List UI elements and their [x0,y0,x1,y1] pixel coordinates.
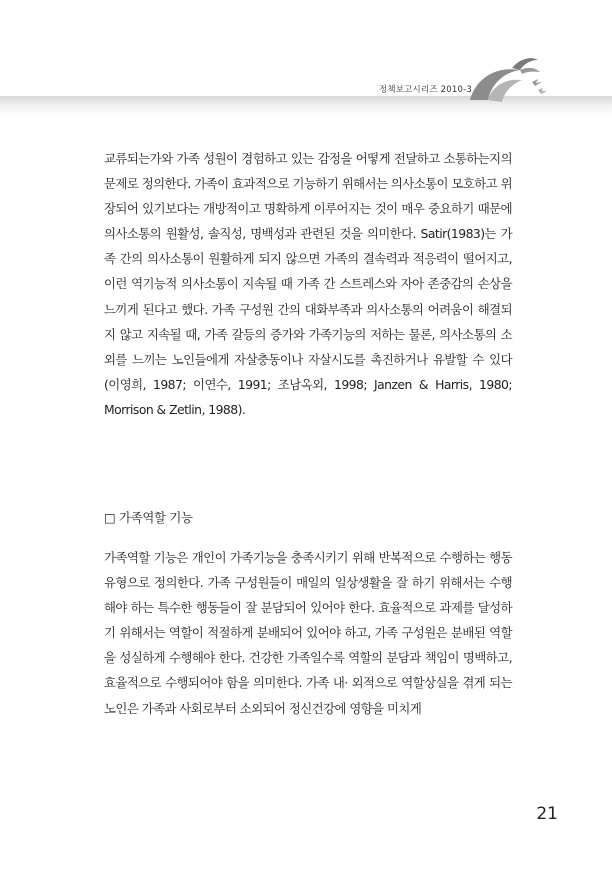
bird-logo-icon [466,56,552,108]
report-series-label: 정책보고시리즈 2010-3 [378,85,472,95]
page-number: 21 [536,804,558,824]
paragraph-family-role-function: 가족역할 기능은 개인이 가족기능을 충족시키기 위해 반복적으로 수행하는 행동유형으로 정의한다. 가족 구성원들이 매일의 일상생활을 잘 하기 위해서는 수행해야 하는 특수한 행동들이 잘 분담되어 있어야 한다. 효율적으로 과제를 달성하기 위해서는 역할이 적절하게 분배되어 있어야 하고, 가족 구성원은 분배된 역할을 성실하게 수행해야 한다. 건강한 가족일수록 역할의 분담과 책임이 명백하고, 효율적으로 수행되어야 함을 의미한다. 가족 내· 외적으로 역할상실을 겪게 되는 노인은 가족과 사회로부터 소외되어 정신건강에 영향을 미치게 [104,550,512,716]
section-heading-family-role-function: □ 가족역할 기능 [104,510,193,525]
paragraph-family-communication: 교류되는가와 가족 성원이 경험하고 있는 감정을 어떻게 전달하고 소통하는지의 문제로 정의한다. 가족이 효과적으로 기능하기 위해서는 의사소통이 모호하고 위장되어 있기보다는 개방적이고 명확하게 이루어지는 것이 매우 중요하기 때문에 의사소통의 원활성, 솔직성, 명백성과 관련된 것을 의미한다. Satir(1983)는 가족 간의 의사소통이 원활하게 되지 않으면 가족의 결속력과 적응력이 떨어지고, 이런 역기능적 의사소통이 지속될 때 가족 간 스트레스와 자아 존중감의 손상을 느끼게 된다고 했다. 가족 구성원 간의 대화부족과 의사소통의 어려움이 해결되지 않고 지속될 때, 가족 갈등의 증가와 가족기능의 저하는 물론, 의사소통의 소외를 느끼는 노인들에게 자살충동이나 자살시도를 촉진하거나 유발할 수 있다(이영희, 1987; 이연수, 1991; 조남옥외, 1998; Janzen & Harris, 1980; Morrison & Zetlin, 1988). [104,151,512,417]
